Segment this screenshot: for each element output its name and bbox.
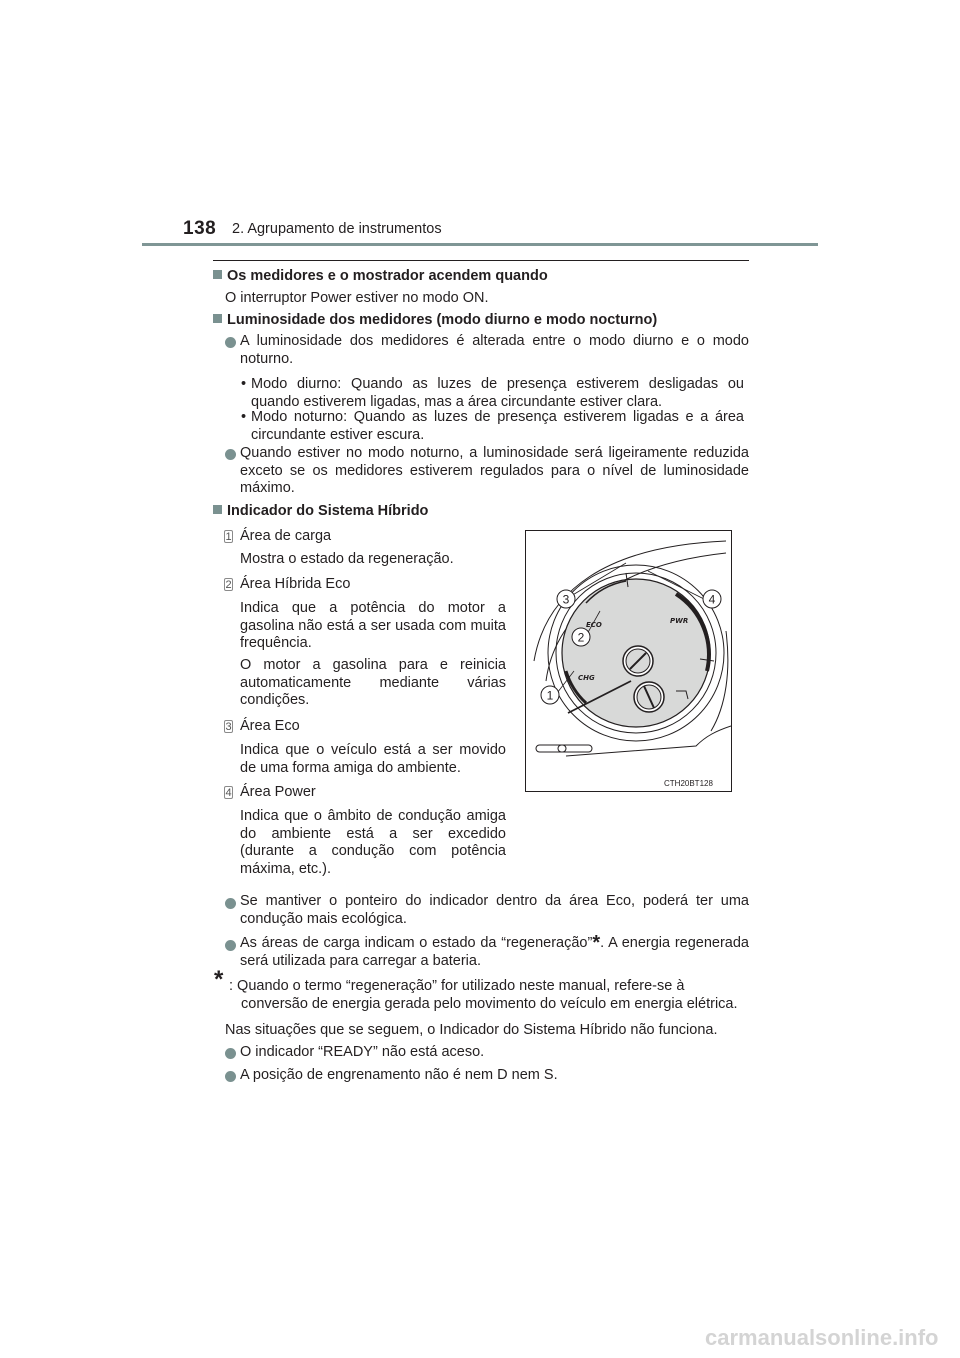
item-number: 2: [225, 579, 232, 591]
callout-2: 2: [577, 630, 585, 645]
pwr-label: PWR: [670, 617, 689, 625]
sub-bullet-marker: •: [241, 409, 247, 425]
chg-label: CHG: [578, 674, 595, 682]
item-title: Área Power: [240, 784, 316, 800]
bullet-text: O indicador “READY” não está aceso.: [240, 1044, 485, 1060]
sub-bullet-marker: •: [241, 376, 247, 392]
round-bullet-icon: [225, 1071, 236, 1082]
item-number: 3: [225, 721, 232, 733]
watermark: carmanualsonline.info: [705, 1325, 939, 1350]
gauge-illustration: [526, 531, 731, 791]
round-bullet-icon: [225, 1048, 236, 1059]
bullet-text: A luminosidade dos medidores é alterada entre o modo diurno e o modo noturno.: [240, 333, 749, 367]
footnote-asterisk: *: [214, 966, 224, 993]
hybrid-indicator-figure: [525, 530, 732, 792]
item-text: O motor a gasolina para e reinicia automaticamente mediante várias condições.: [240, 657, 506, 708]
sub-bullet-text: Modo noturno: Quando as luzes de presença estiverem ligadas e a área circundante estiver escura.: [251, 409, 744, 443]
round-bullet-icon: [225, 449, 236, 460]
callout-3: 3: [562, 592, 570, 607]
item-text: Indica que o veículo está a ser movido de uma forma amiga do ambiente.: [240, 742, 506, 776]
section-heading-hybrid-indicator: Indicador do Sistema Híbrido: [213, 503, 753, 521]
callout-1: 1: [546, 688, 554, 703]
square-bullet-icon: [213, 505, 222, 514]
page-number: 138: [183, 218, 217, 239]
header-rule: [142, 243, 818, 246]
section-text: O interruptor Power estiver no modo ON.: [225, 290, 489, 306]
item-text: Mostra o estado da regeneração.: [240, 551, 454, 567]
item-title: Área de carga: [240, 528, 332, 544]
bullet-text-regeneration: As áreas de carga indicam o estado da “regeneração”*. A energia regenerada será utilizada para carregar a bateria.: [240, 932, 750, 969]
asterisk-mark: *: [592, 932, 601, 954]
round-bullet-icon: [225, 337, 236, 348]
square-bullet-icon: [213, 270, 222, 279]
bullet-text: Se mantiver o ponteiro do indicador dentro da área Eco, poderá ter uma condução mais ecológica.: [240, 893, 749, 927]
item-text: Indica que o âmbito de condução amiga do ambiente está a ser excedido (durante a condução com potência máxima, etc.).: [240, 808, 506, 877]
round-bullet-icon: [225, 898, 236, 909]
bullet-text: Quando estiver no modo noturno, a luminosidade será ligeiramente reduzida exceto se os medidores estiverem regulados para o nível de luminosidade máximo.: [240, 445, 749, 496]
square-bullet-icon: [213, 314, 222, 323]
content-rule: [213, 260, 749, 261]
footnote-text: : Quando o termo “regeneração” for utilizado neste manual, refere-se à conversão de energia gerada pelo movimento do veículo em energia elétrica.: [229, 978, 738, 1012]
note-text: Nas situações que se seguem, o Indicador do Sistema Híbrido não funciona.: [225, 1022, 718, 1038]
item-title: Área Híbrida Eco: [240, 576, 351, 592]
chapter-title: 2. Agrupamento de instrumentos: [232, 221, 442, 237]
item-number: 4: [225, 787, 232, 799]
item-title: Área Eco: [240, 718, 300, 734]
section-heading-luminosity: Luminosidade dos medidores (modo diurno e modo nocturno): [213, 312, 753, 330]
sub-bullet-text: Modo diurno: Quando as luzes de presença estiverem desligadas ou quando estiverem ligadas, mas a área circundante estiver clara.: [251, 376, 744, 410]
item-number: 1: [225, 531, 232, 543]
round-bullet-icon: [225, 940, 236, 951]
callout-4: 4: [708, 592, 716, 607]
figure-code: CTH20BT128: [664, 779, 713, 788]
item-text: Indica que a potência do motor a gasolina não está a ser usada com muita frequência.: [240, 600, 506, 651]
bullet-text: A posição de engrenamento não é nem D nem S.: [240, 1067, 558, 1083]
eco-label: ECO: [586, 621, 602, 629]
section-heading-meters-light: Os medidores e o mostrador acendem quando: [213, 268, 753, 286]
